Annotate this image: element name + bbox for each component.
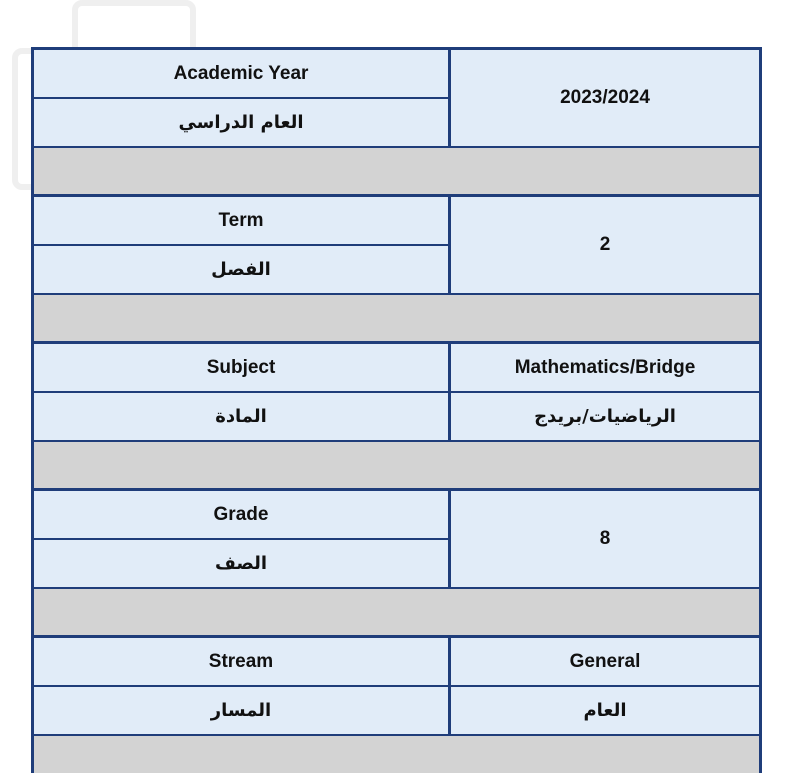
term-value: 2: [451, 197, 759, 295]
academic-year-label-en: Academic Year: [34, 50, 451, 99]
subject-value-en: Mathematics/Bridge: [451, 344, 759, 393]
academic-year-label-ar: العام الدراسي: [34, 99, 451, 148]
row-separator: [34, 148, 759, 197]
row-separator: [34, 736, 759, 773]
academic-year-value: 2023/2024: [451, 50, 759, 148]
stream-label-ar: المسار: [34, 687, 451, 736]
subject-value-ar: الرياضيات/بريدج: [451, 393, 759, 442]
stream-value-ar: العام: [451, 687, 759, 736]
subject-label-ar: المادة: [34, 393, 451, 442]
row-separator: [34, 295, 759, 344]
grade-label-ar: الصف: [34, 540, 451, 589]
subject-label-en: Subject: [34, 344, 451, 393]
term-label-ar: الفصل: [34, 246, 451, 295]
grade-label-en: Grade: [34, 491, 451, 540]
grade-value: 8: [451, 491, 759, 589]
stream-value-en: General: [451, 638, 759, 687]
term-label-en: Term: [34, 197, 451, 246]
info-table: [31, 47, 762, 773]
stream-label-en: Stream: [34, 638, 451, 687]
row-separator: [34, 589, 759, 638]
row-separator: [34, 442, 759, 491]
